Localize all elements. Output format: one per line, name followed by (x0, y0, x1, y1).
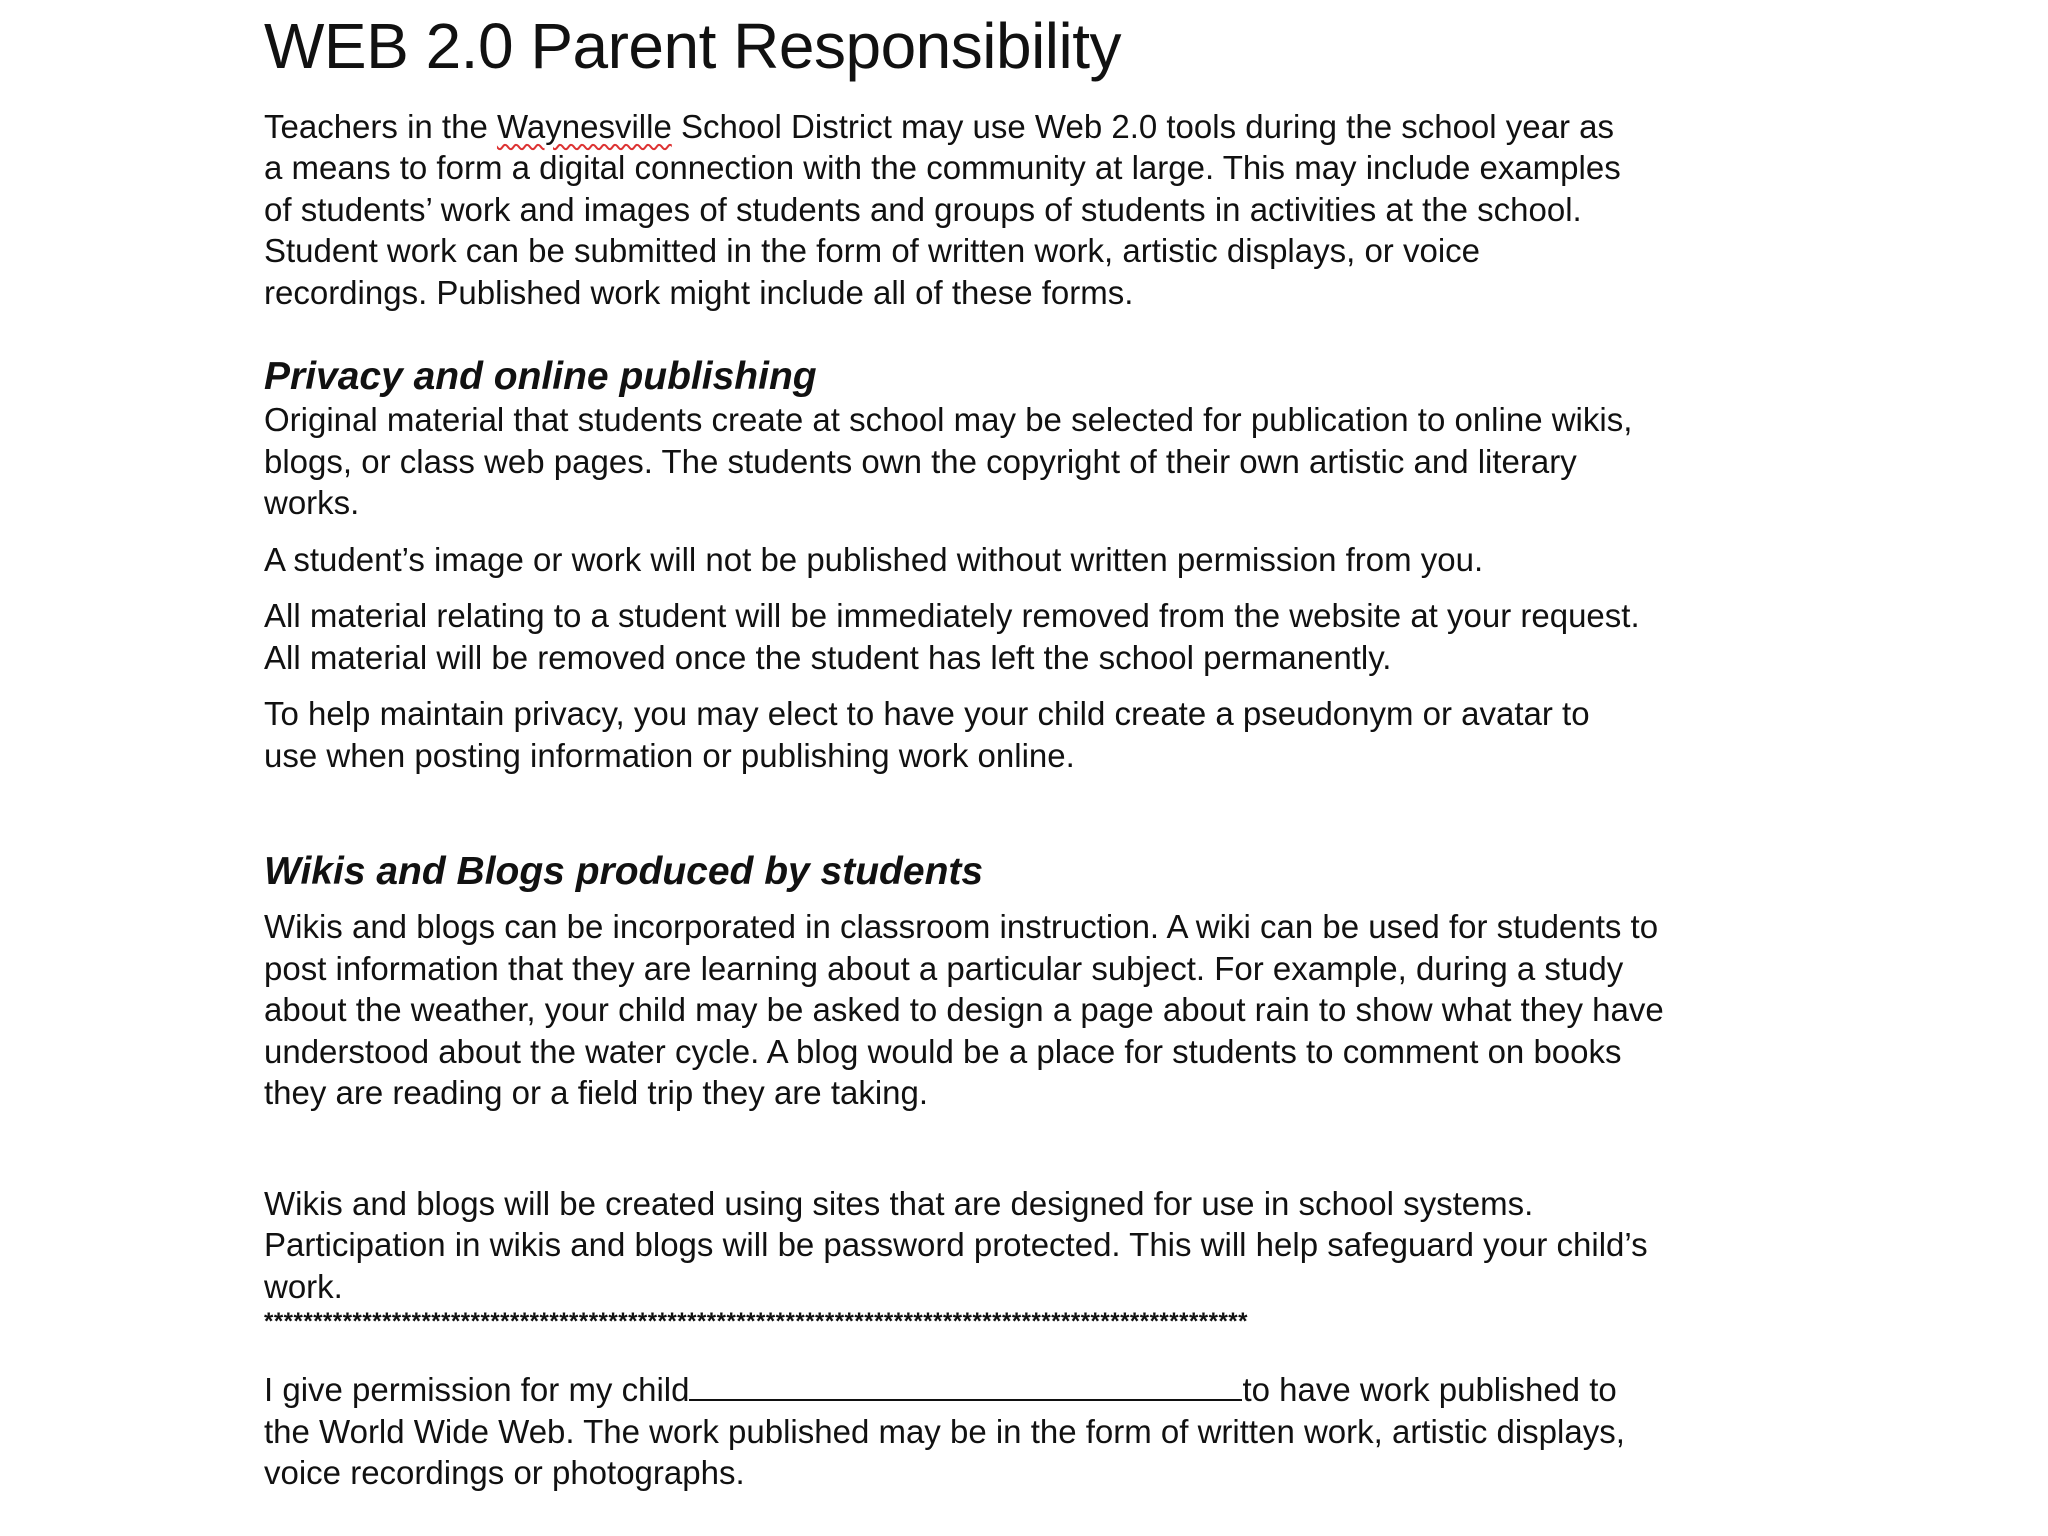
privacy-paragraph-1: Original material that students create at school may be selected for publication to online wikis, blogs, or class web pages. The students own the copyright of their own artistic and literary works. (264, 401, 1633, 522)
spellcheck-flagged-word[interactable]: Waynesville (496, 107, 672, 145)
document-page (264, 10, 1674, 1494)
privacy-heading: Privacy and online publishing (264, 355, 817, 399)
permission-text-start: I give permission for my child (264, 1371, 690, 1409)
child-name-blank[interactable] (689, 1371, 1242, 1401)
wikis-paragraph-2: Wikis and blogs will be created using sites that are designed for use in school systems. Participation in wikis and blogs will be password protected. This will help safeguard your child’s work. (264, 1184, 1648, 1305)
privacy-paragraph-3: All material relating to a student will be immediately removed from the website at your request. All material will be removed once the student has left the school permanently. (264, 597, 1640, 676)
permission-paragraph (264, 1369, 1664, 1494)
intro-text-rest: School District may use Web 2.0 tools during the school year as a means to form a digital connection with the community at large. This may include examples of students’ work and images of students and groups of students in activities at the school. Student work can be submitted in the form of written work, artistic displays, or voice recordings. Published work might include all of these forms. (264, 107, 1621, 311)
intro-text-start: Teachers in the (264, 107, 497, 145)
wikis-heading: Wikis and Blogs produced by students (264, 850, 984, 894)
separator-line: **************************************************************************************************** (264, 1308, 1248, 1336)
permission-text-rest: to have work published to the World Wide Web. The work published may be in the form of written work, artistic displays, voice recordings or photographs. (264, 1371, 1625, 1492)
wikis-paragraph-1: Wikis and blogs can be incorporated in classroom instruction. A wiki can be used for students to post information that they are learning about a particular subject. For example, during a study about the weather, your child may be asked to design a page about rain to show what they have understood about the water cycle. A blog would be a place for students to comment on books they are reading or a field trip they are taking. (264, 908, 1664, 1112)
privacy-paragraph-4: To help maintain privacy, you may elect to have your child create a pseudonym or avatar to use when posting information or publishing work online. (264, 695, 1590, 774)
privacy-paragraph-2: A student’s image or work will not be published without written permission from you. (264, 540, 1484, 578)
document-title: WEB 2.0 Parent Responsibility (264, 10, 1121, 82)
intro-paragraph (264, 106, 1634, 314)
